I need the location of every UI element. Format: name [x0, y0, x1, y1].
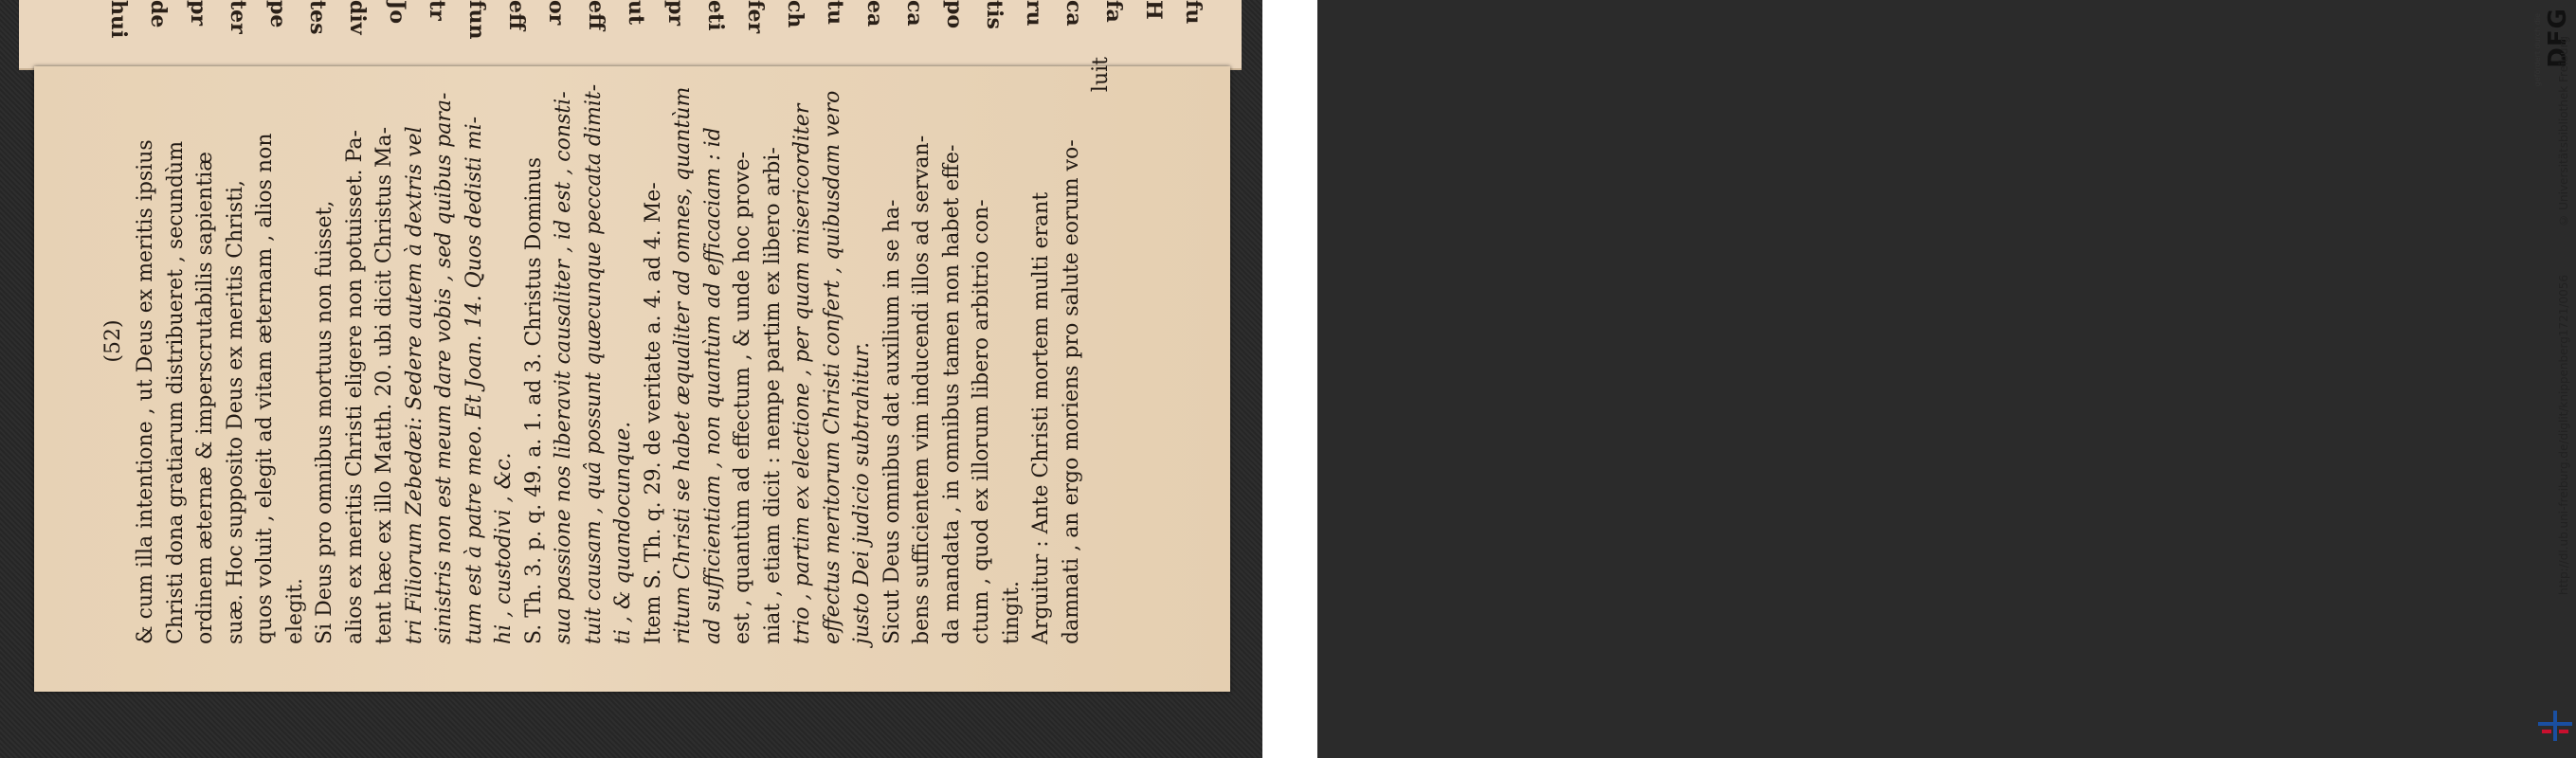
text-line: trio , partim ex electione , per quam misericorditer [790, 103, 814, 644]
facing-page-fragment: H [1141, 0, 1166, 20]
text-line: tri Filiorum Zebedæi: Sedere autem à dextris vel [402, 126, 426, 644]
text-line: quos voluit , elegit ad vitam æternam , alios non [253, 133, 277, 644]
facing-page-fragment: or [544, 0, 569, 26]
dfg-logo: DFG [2544, 8, 2572, 68]
text-line: Christi dona gratiarum distribueret , secundùm [163, 140, 188, 644]
facing-page-fragment: ca [1061, 0, 1086, 27]
text-line: bens sufficientem vim inducendi illos ad servan- [910, 135, 934, 644]
facing-page-fragment: ut [624, 0, 648, 26]
facing-page-fragment: eff [504, 0, 529, 31]
facing-page-fragment: po [942, 0, 967, 29]
university-library-logo-icon [2534, 709, 2576, 743]
facing-page-fragment: pr [186, 0, 210, 26]
catchword: luit [1089, 57, 1113, 93]
page-header: (52) [101, 319, 125, 363]
facing-page-fragment: tes [305, 0, 330, 35]
facing-page-fragment: ter [226, 0, 250, 34]
image-viewer [0, 0, 1262, 758]
facing-page-fragment: tu [823, 0, 847, 26]
text-line: S. Th. 3. p. q. 49. a. 1. ad 3. Christus Dominus [521, 156, 546, 644]
copyright-notice: © Universitätsbibliothek Freiburg [2557, 36, 2570, 227]
text-line: hi , custodivi , &c. [492, 452, 516, 644]
text-line: tuit causam , quâ possunt quæcunque peccata dimit- [581, 83, 606, 644]
text-line: & cum illa intentione , ut Deus ex meritis ipsius [134, 139, 157, 644]
facing-page-fragment: fa [1101, 0, 1126, 23]
text-line: da mandata , in omnibus tamen non habet effe- [939, 144, 964, 644]
text-line: tum est à patre meo. Et Joan. 14. Quos dedisti mi- [462, 116, 486, 644]
text-line: tingit. [999, 581, 1024, 644]
text-line: effectus meritorum Christi confert , quibusdam vero [820, 90, 844, 644]
text-line: ti , & quandocunque. [611, 421, 635, 644]
facing-page-fragment: div [345, 0, 370, 35]
facing-page-fragment: eff [584, 0, 608, 31]
library-sidebar [1262, 0, 2572, 758]
facing-page-fragment: fu [1181, 0, 1206, 25]
facing-page-fragment: pe [265, 0, 290, 28]
facing-page-fragment: eti [703, 0, 728, 31]
text-line: tent hæc ex illo Matth. 20. ubi dicit Christus Ma- [372, 126, 396, 644]
text-line: elegit. [282, 577, 307, 644]
facing-page-fragment: ru [1022, 0, 1046, 27]
facing-page-fragment: de [146, 0, 171, 28]
facing-page-fragment: Jo [385, 0, 409, 25]
text-line: ritum Christi se habet æqualiter ad omnes, quantùm [671, 86, 695, 644]
facing-page-fragment: ch [783, 0, 807, 28]
page-text-block [99, 38, 1198, 644]
text-line: Sicut Deus omnibus dat auxilium in se ha- [880, 199, 904, 644]
text-line: niat , etiam dicit : nempe partim ex libero arbi- [760, 147, 785, 644]
facing-page-fragment: ca [902, 0, 927, 27]
facing-page-fragment: tis [982, 0, 1007, 29]
dfg-funding-note: gefördert durch die [2533, 13, 2542, 87]
facing-page-fragment: fun [464, 0, 489, 40]
text-line: ad sufficientiam , non quantùm ad efficaciam : id [700, 127, 725, 644]
text-line: sua passione nos liberavit causaliter , id est , consti- [552, 91, 575, 644]
text-line: justo Dei judicio subtrahitur. [850, 341, 874, 644]
facing-page-fragment: pr [663, 0, 688, 26]
text-line: ctum , quod ex illorum libero arbitrio con- [970, 199, 993, 644]
text-line: Arguitur : Ante Christi mortem multi erant [1029, 191, 1053, 644]
source-url[interactable]: http://dl.ub.uni-freiburg.de/diglit/knippenberg1721/0056 [2557, 275, 2570, 596]
facing-page-fragment: tr [425, 0, 449, 21]
text-line: Item S. Th. q. 29. de veritate a. 4. ad 4. Me- [641, 182, 665, 644]
text-line: sinistris non est meum dare vobis , sed quibus para- [432, 92, 456, 644]
text-line: Si Deus pro omnibus mortuus non fuisset, [313, 200, 336, 644]
text-line: ordinem æternæ & imperscrutabilis sapientiæ [193, 152, 217, 644]
facing-page-fragment: fer [743, 0, 768, 34]
facing-page-fragment: hui [106, 0, 131, 39]
text-line: damnati , an ergo moriens pro salute eorum vo- [1059, 139, 1083, 644]
text-line: est , quantùm ad effectum , & unde hoc prove- [731, 151, 754, 644]
facing-page-fragment: ea [862, 0, 887, 27]
text-line: alios ex meritis Christi eligere non potuisset. Pa- [342, 130, 367, 644]
text-line: suæ. Hoc supposito Deus ex meritis Christi, [223, 180, 247, 644]
